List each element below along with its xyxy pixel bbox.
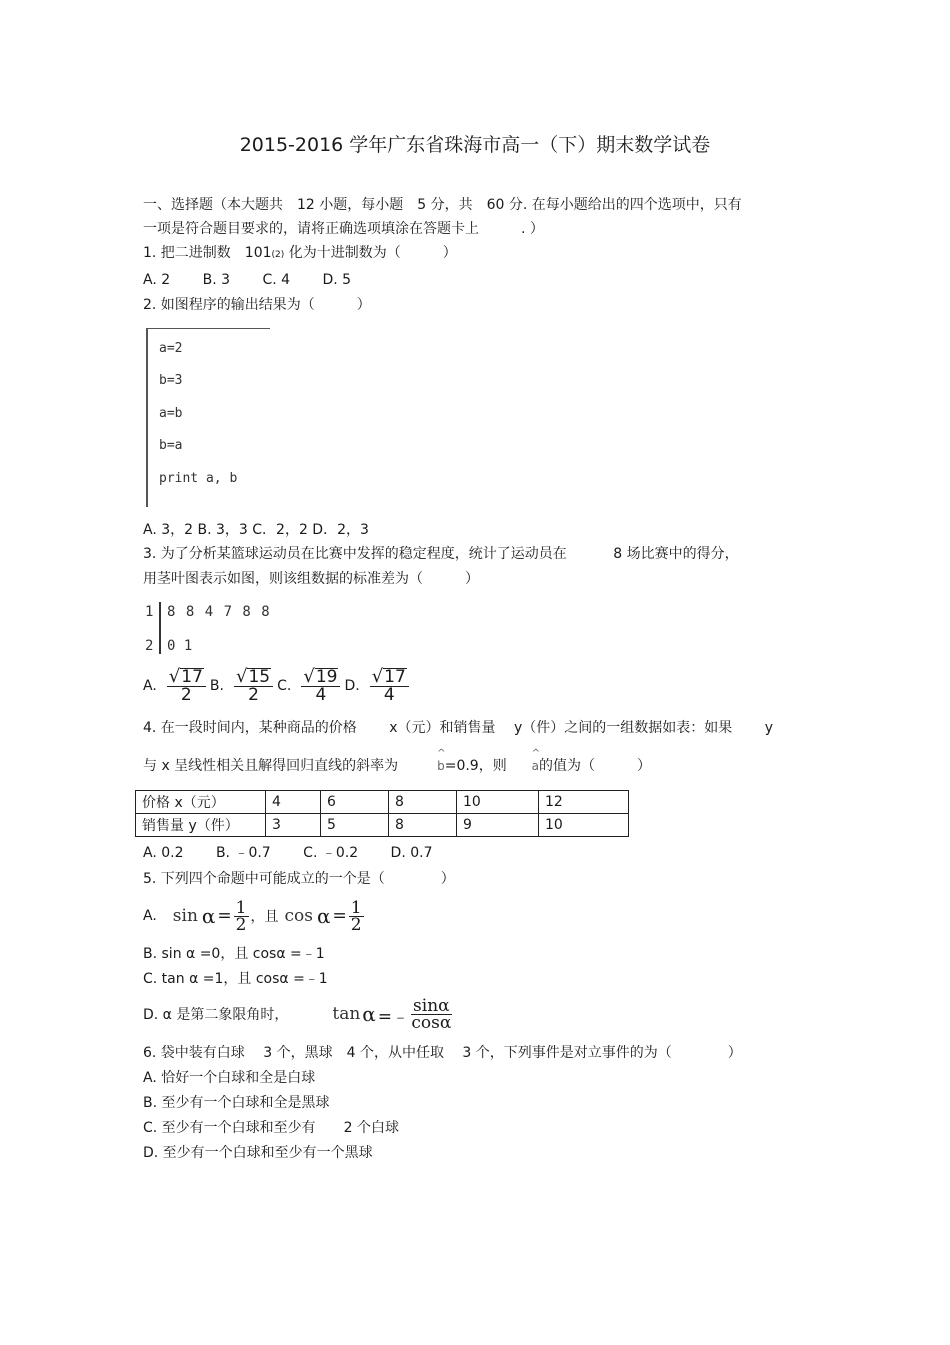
code-line: b=3 [159, 373, 183, 388]
sin-function: sin [172, 906, 198, 926]
table-cell: 9 [457, 814, 539, 837]
question-4-line1: 4. 在一段时间内，某种商品的价格 x（元）和销售量 y（件）之间的一组数据如表：如果 y [143, 720, 774, 736]
table-cell: 4 [266, 791, 321, 814]
fraction-option-a [167, 668, 206, 703]
alpha-symbol: α [362, 1002, 376, 1026]
question-1-stem-b: 化为十进制数为（ ） [284, 245, 457, 261]
price-sales-table [135, 790, 629, 837]
option-letter: B. [209, 677, 224, 694]
b-hat-symbol: ^ b [437, 748, 446, 773]
option-letter: A. [143, 908, 157, 924]
question-5-option-c: C. tan α =1，且 cosα =﹣1 [143, 971, 328, 987]
stem-divider [159, 602, 161, 654]
program-code-box [146, 328, 270, 507]
code-line: a=b [159, 406, 183, 421]
fraction-denominator: 4 [383, 685, 395, 705]
fraction-option-c [301, 668, 340, 703]
fraction-one-half [234, 897, 249, 935]
section-instructions-line2: 一项是符合题目要求的，请将正确选项填涂在答题卡上 . ） [143, 221, 544, 237]
question-6-option-d: D. 至少有一个白球和至少有一个黑球 [143, 1145, 373, 1161]
question-1-options: A. 2 B. 3 C. 4 D. 5 [143, 272, 352, 288]
fraction-denominator: 2 [180, 685, 192, 705]
cos-function: cos [284, 906, 313, 926]
stem-value: 2 [145, 638, 154, 654]
fraction-denominator: 4 [315, 685, 327, 705]
fraction-denominator: 2 [350, 914, 362, 935]
stem-value: 1 [145, 604, 154, 620]
radicand: 17 [181, 667, 203, 687]
code-line: a=2 [159, 341, 183, 356]
table-row [136, 814, 629, 837]
alpha-symbol: α [316, 904, 331, 928]
radicand: 15 [248, 667, 271, 687]
question-3-line1: 3. 为了分析某篮球运动员在比赛中发挥的稳定程度，统计了运动员在 8 场比赛中的得分， [143, 546, 739, 562]
page-title: 2015-2016 学年广东省珠海市高一（下）期末数学试卷 [239, 134, 711, 156]
and-connector: ，且 [250, 909, 279, 925]
fraction-sin-over-cos [411, 995, 452, 1033]
option-letter: D. [344, 677, 360, 694]
question-5-option-a [143, 896, 366, 936]
base-subscript: (2) [271, 250, 285, 260]
fraction-numerator: 1 [350, 897, 362, 918]
table-cell: 10 [539, 814, 629, 837]
fraction-one-half [349, 897, 364, 935]
fraction-denominator: cosα [411, 1012, 452, 1033]
table-cell: 8 [389, 814, 457, 837]
table-cell: 销售量 y（件） [136, 814, 266, 837]
fraction-numerator: sinα [413, 995, 450, 1016]
question-4-line2-c: 的值为（ ） [538, 758, 651, 774]
table-cell: 12 [539, 791, 629, 814]
code-line: print a, b [159, 471, 238, 486]
tan-function: tan [332, 1004, 361, 1024]
question-4-line2 [143, 748, 651, 775]
option-letter: C. [277, 677, 292, 694]
question-3-line2: 用茎叶图表示如图，则该组数据的标准差为（ ） [143, 571, 479, 587]
question-2-stem: 2. 如图程序的输出结果为（ ） [143, 297, 371, 313]
equals-minus-sign: =﹣ [377, 1006, 410, 1027]
leaf-values: 0 1 [167, 638, 193, 654]
radicand: 19 [315, 667, 338, 687]
question-6-option-c: C. 至少有一个白球和至少有 2 个白球 [143, 1120, 400, 1136]
fraction-numerator: √ 17 [370, 668, 409, 687]
fraction-numerator: √ 17 [167, 668, 206, 687]
table-cell: 8 [389, 791, 457, 814]
stem-leaf-plot [143, 600, 303, 660]
table-cell: 3 [266, 814, 321, 837]
question-3-options [143, 668, 411, 703]
fraction-option-d [370, 668, 409, 703]
question-1-stem-a: 1. 把二进制数 101 [143, 245, 272, 261]
fraction-option-b [234, 668, 273, 703]
table-cell: 6 [321, 791, 389, 814]
question-5-option-d [143, 994, 454, 1034]
question-6-option-b: B. 至少有一个白球和全是黑球 [143, 1095, 330, 1111]
table-cell: 5 [321, 814, 389, 837]
question-6-stem: 6. 袋中装有白球 3 个，黑球 4 个，从中任取 3 个，下列事件是对立事件的为（ ） [143, 1045, 742, 1061]
table-cell: 价格 x（元） [136, 791, 266, 814]
fraction-numerator: √ 19 [301, 668, 340, 687]
leaf-values: 8 8 4 7 8 8 [167, 604, 270, 620]
question-4-line2-a: 与 x 呈线性相关且解得回归直线的斜率为 [143, 758, 399, 774]
option-d-text: D. α 是第二象限角时， [143, 1007, 289, 1023]
fraction-denominator: 2 [248, 685, 259, 705]
fraction-denominator: 2 [235, 914, 247, 935]
question-1-stem [143, 244, 457, 264]
a-hat-symbol: ^ a [531, 748, 541, 773]
radicand: 17 [384, 667, 406, 687]
question-4-options: A. 0.2 B. ﹣0.7 C. ﹣0.2 D. 0.7 [143, 845, 433, 861]
equals-sign: = [217, 906, 232, 926]
table-row [136, 791, 629, 814]
fraction-numerator: √ 15 [234, 668, 273, 687]
question-5-option-b: B. sin α =0，且 cosα =﹣1 [143, 946, 325, 962]
table-cell: 10 [457, 791, 539, 814]
alpha-symbol: α [201, 904, 216, 928]
question-2-options: A. 3，2 B. 3，3 C．2，2 D．2，3 [143, 522, 369, 538]
question-4-line2-b: =0.9，则 [444, 758, 507, 774]
fraction-numerator: 1 [235, 897, 247, 918]
code-line: b=a [159, 438, 183, 453]
question-5-stem: 5. 下列四个命题中可能成立的一个是（ ） [143, 871, 455, 887]
option-letter: A. [143, 677, 157, 694]
section-instructions-line1: 一、选择题（本大题共 12 小题，每小题 5 分，共 60 分. 在每小题给出的四个选项中，只有 [143, 197, 742, 213]
question-6-option-a: A. 恰好一个白球和全是白球 [143, 1070, 316, 1086]
equals-sign: = [332, 906, 347, 926]
